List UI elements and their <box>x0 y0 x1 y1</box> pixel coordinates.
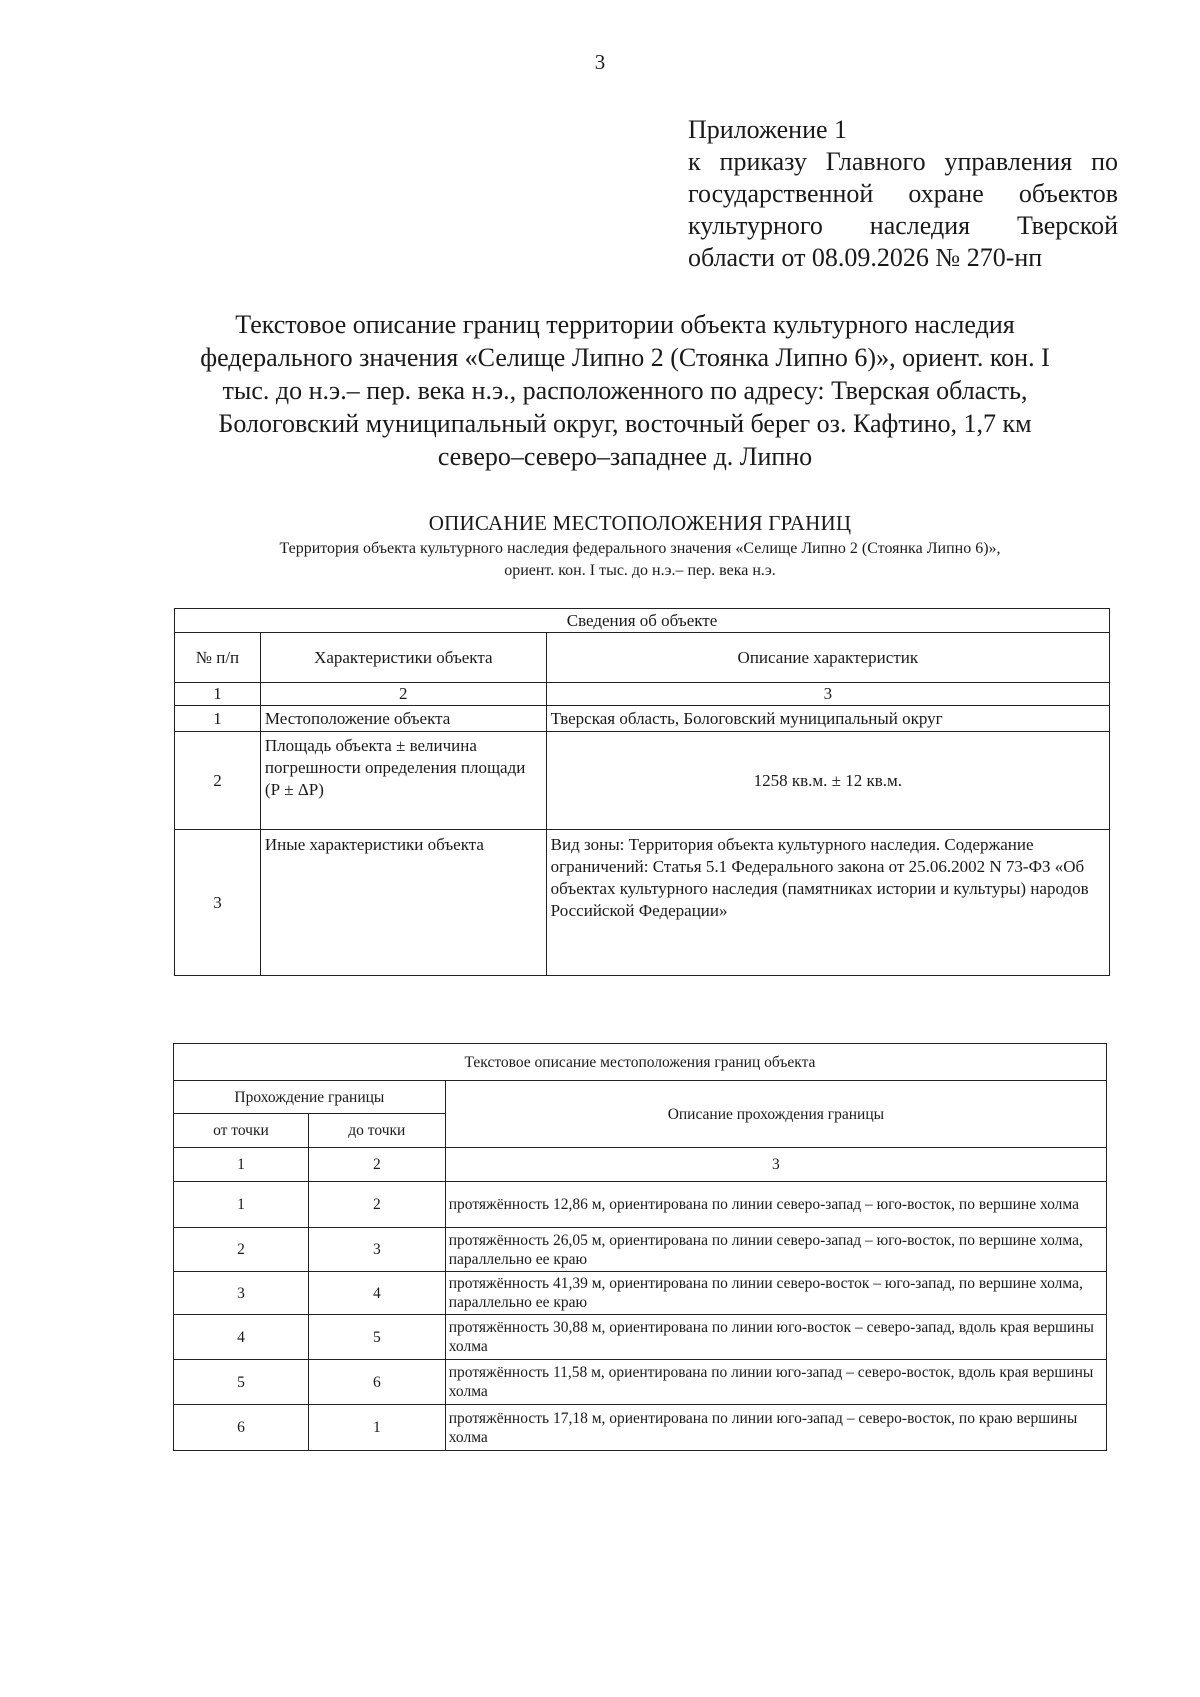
numbering-cell: 3 <box>445 1148 1106 1182</box>
row-value: Вид зоны: Территория объекта культурного наследия. Содержание ограничений: Статья 5.1 Федерального закона от 25.06.2002 N 73-ФЗ «Об объектах культурного наследия (памятниках истории и культуры) народов Российской Федерации» <box>546 830 1109 976</box>
object-info-table <box>174 608 1110 976</box>
row-characteristic: Площадь объекта ± величина погрешности определения площади (Р ± ΔР) <box>260 732 546 830</box>
header-description: Описание характеристик <box>546 633 1109 683</box>
table-row <box>174 1182 1107 1228</box>
document-title <box>160 308 1090 473</box>
table-row <box>175 830 1110 976</box>
passage-description: протяжённость 11,58 м, ориентирована по линии юго-запад – северо-восток, вдоль края вершины холма <box>445 1360 1106 1405</box>
appendix-line: культурного наследия Тверской <box>688 211 1118 240</box>
row-number: 1 <box>175 706 261 732</box>
appendix-line: государственной охране объектов <box>688 179 1118 208</box>
subtitle-line: Территория объекта культурного наследия федерального значения «Селище Липно 2 (Стоянка Липно 6)», <box>279 540 1001 557</box>
row-characteristic: Иные характеристики объекта <box>260 830 546 976</box>
table-numbering-row <box>175 683 1110 706</box>
to-point: 5 <box>308 1315 445 1360</box>
table-row <box>174 1360 1107 1405</box>
numbering-cell: 2 <box>260 683 546 706</box>
table-caption-row <box>174 1044 1107 1081</box>
to-point: 6 <box>308 1360 445 1405</box>
from-point: 1 <box>174 1182 309 1228</box>
table-caption-row <box>175 609 1110 633</box>
passage-description: протяжённость 12,86 м, ориентирована по линии северо-запад – юго-восток, по вершине холма <box>445 1182 1106 1228</box>
header-characteristic: Характеристики объекта <box>260 633 546 683</box>
table-row <box>175 706 1110 732</box>
passage-description: протяжённость 41,39 м, ориентирована по линии северо-восток – юго-запад, по вершине холма, параллельно ее краю <box>445 1272 1106 1315</box>
table-row <box>174 1228 1107 1272</box>
appendix-note <box>688 114 1118 274</box>
passage-description: протяжённость 30,88 м, ориентирована по линии юго-восток – северо-запад, вдоль края вершины холма <box>445 1315 1106 1360</box>
numbering-cell: 1 <box>174 1148 309 1182</box>
to-point: 4 <box>308 1272 445 1315</box>
table-header-row <box>174 1081 1107 1114</box>
table-caption: Сведения об объекте <box>175 609 1110 633</box>
subtitle-line: ориент. кон. I тыс. до н.э.– пер. века н.э. <box>504 562 776 579</box>
numbering-cell: 2 <box>308 1148 445 1182</box>
table-numbering-row <box>174 1148 1107 1182</box>
page-number: 3 <box>594 50 606 74</box>
from-point: 2 <box>174 1228 309 1272</box>
appendix-line: области от 08.09.2026 № 270-нп <box>688 243 1043 272</box>
title-line: федерального значения «Селище Липно 2 (Стоянка Липно 6)», ориент. кон. I <box>200 343 1050 372</box>
appendix-line: к приказу Главного управления по <box>688 147 1118 176</box>
from-point: 3 <box>174 1272 309 1315</box>
row-number: 2 <box>175 732 261 830</box>
title-line: тыс. до н.э.– пер. века н.э., расположенного по адресу: Тверская область, <box>222 376 1028 405</box>
passage-description: протяжённость 26,05 м, ориентирована по линии северо-запад – юго-восток, по вершине холма, параллельно ее краю <box>445 1228 1106 1272</box>
boundary-description-table <box>173 1043 1107 1451</box>
table-row <box>174 1272 1107 1315</box>
numbering-cell: 1 <box>175 683 261 706</box>
row-number: 3 <box>175 830 261 976</box>
header-description: Описание прохождения границы <box>445 1081 1106 1148</box>
passage-description: протяжённость 17,18 м, ориентирована по линии юго-запад – северо-восток, по краю вершины холма <box>445 1405 1106 1451</box>
to-point: 1 <box>308 1405 445 1451</box>
header-from: от точки <box>174 1114 309 1148</box>
section-subtitle <box>150 538 1130 582</box>
to-point: 2 <box>308 1182 445 1228</box>
header-passage: Прохождение границы <box>174 1081 446 1114</box>
row-value: 1258 кв.м. ± 12 кв.м. <box>546 732 1109 830</box>
from-point: 4 <box>174 1315 309 1360</box>
title-line: северо–северо–западнее д. Липно <box>437 442 813 471</box>
section-heading: ОПИСАНИЕ МЕСТОПОЛОЖЕНИЯ ГРАНИЦ <box>428 511 852 535</box>
table-header-row <box>175 633 1110 683</box>
header-number: № п/п <box>175 633 261 683</box>
row-characteristic: Местоположение объекта <box>260 706 546 732</box>
row-value: Тверская область, Бологовский муниципальный округ <box>546 706 1109 732</box>
table-row <box>174 1405 1107 1451</box>
title-line: Бологовский муниципальный округ, восточный берег оз. Кафтино, 1,7 км <box>218 409 1032 438</box>
numbering-cell: 3 <box>546 683 1109 706</box>
table-row <box>174 1315 1107 1360</box>
title-line: Текстовое описание границ территории объекта культурного наследия <box>235 310 1015 339</box>
to-point: 3 <box>308 1228 445 1272</box>
appendix-line: Приложение 1 <box>688 115 848 144</box>
table-caption: Текстовое описание местоположения границ объекта <box>174 1044 1107 1081</box>
header-to: до точки <box>308 1114 445 1148</box>
from-point: 6 <box>174 1405 309 1451</box>
table-row <box>175 732 1110 830</box>
from-point: 5 <box>174 1360 309 1405</box>
